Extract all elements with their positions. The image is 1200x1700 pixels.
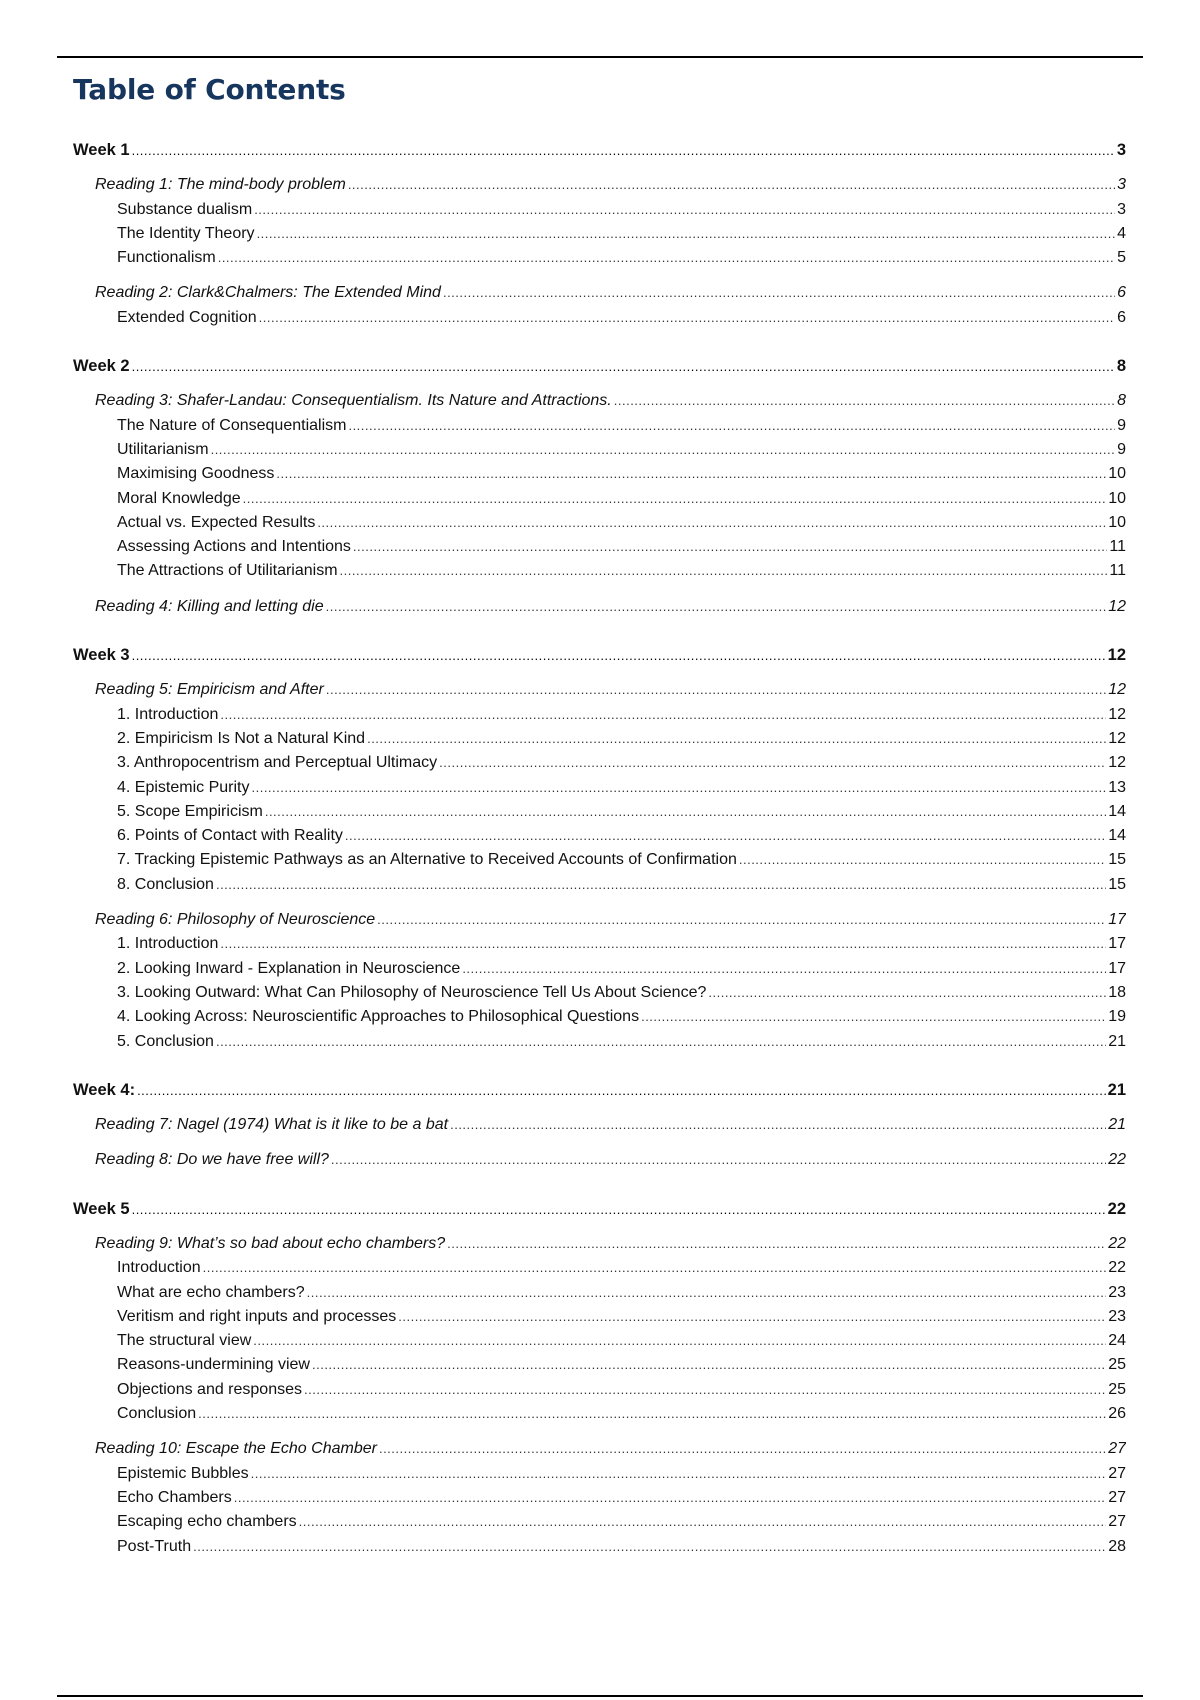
toc-reading-entry[interactable] — [73, 173, 1126, 197]
toc-section-entry-label: 5. Scope Empiricism — [117, 802, 263, 820]
toc-section-entry-label: Echo Chambers — [117, 1488, 232, 1506]
dot-leader — [317, 511, 1106, 535]
toc-week-entry-page-number: 21 — [1107, 1080, 1126, 1099]
toc-section-entry-page-number: 15 — [1108, 875, 1126, 893]
dot-leader — [203, 1256, 1107, 1280]
toc-section-entry-label: 1. Introduction — [117, 935, 219, 953]
toc-section-entry-label: Moral Knowledge — [117, 489, 241, 507]
toc-section-entry-label: 8. Conclusion — [117, 875, 214, 893]
toc-section-entry[interactable] — [73, 222, 1126, 246]
toc-section-entry-page-number: 10 — [1108, 513, 1126, 531]
toc-reading-entry[interactable] — [73, 1232, 1126, 1256]
toc-section-entry-page-number: 6 — [1117, 308, 1126, 326]
toc-section-entry[interactable] — [73, 824, 1126, 848]
dot-leader — [220, 932, 1106, 956]
dot-leader — [447, 1232, 1106, 1256]
toc-section-entry[interactable] — [73, 1281, 1126, 1305]
toc-section-entry[interactable] — [73, 1535, 1126, 1559]
toc-section-entry-label: Substance dualism — [117, 200, 253, 218]
toc-reading-entry-page-number: 21 — [1108, 1116, 1126, 1134]
toc-reading-entry-label: Reading 4: Killing and letting die — [95, 597, 324, 615]
toc-section-entry[interactable] — [73, 776, 1126, 800]
dot-leader — [216, 873, 1106, 897]
dot-leader — [259, 306, 1115, 330]
toc-reading-entry-label: Reading 8: Do we have free will? — [95, 1151, 329, 1169]
toc-section-entry[interactable] — [73, 306, 1126, 330]
toc-section-entry[interactable] — [73, 957, 1126, 981]
toc-section-entry-label: Introduction — [117, 1259, 201, 1277]
toc-week-entry-page-number: 12 — [1107, 646, 1126, 665]
toc-section-entry-page-number: 12 — [1108, 705, 1126, 723]
toc-section-entry-page-number: 13 — [1108, 778, 1126, 796]
dot-leader — [340, 559, 1108, 583]
toc-section-entry-page-number: 12 — [1108, 729, 1126, 747]
toc-section-entry[interactable] — [73, 1305, 1126, 1329]
toc-section-entry-page-number: 18 — [1108, 983, 1126, 1001]
toc-section-entry[interactable] — [73, 981, 1126, 1005]
toc-reading-entry-page-number: 6 — [1117, 284, 1126, 302]
toc-section-entry-page-number: 11 — [1109, 538, 1126, 556]
toc-section-entry[interactable] — [73, 800, 1126, 824]
toc-section-entry-label: Escaping echo chambers — [117, 1513, 297, 1531]
toc-week-entry-page-number: 22 — [1107, 1199, 1126, 1218]
toc-section-entry-label: Extended Cognition — [117, 308, 257, 326]
dot-leader — [443, 281, 1115, 305]
toc-section-entry-page-number: 25 — [1108, 1356, 1126, 1374]
dot-leader — [243, 487, 1107, 511]
dot-leader — [137, 1079, 1106, 1102]
toc-section-entry-page-number: 27 — [1108, 1513, 1126, 1531]
dot-leader — [450, 1113, 1106, 1137]
toc-section-entry-page-number: 23 — [1108, 1307, 1126, 1325]
toc-section-entry-page-number: 28 — [1108, 1537, 1126, 1555]
toc-reading-entry-label: Reading 3: Shafer-Landau: Consequentialism. Its Nature and Attractions. — [95, 392, 612, 410]
dot-leader — [614, 389, 1115, 413]
dot-leader — [304, 1378, 1106, 1402]
toc-section-entry-page-number: 5 — [1117, 249, 1126, 267]
dot-leader — [739, 848, 1106, 872]
toc-section-entry[interactable] — [73, 873, 1126, 897]
toc-reading-entry[interactable] — [73, 908, 1126, 932]
toc-section-entry[interactable] — [73, 198, 1126, 222]
toc-reading-entry-label: Reading 6: Philosophy of Neuroscience — [95, 911, 376, 929]
toc-section-entry[interactable] — [73, 1256, 1126, 1280]
toc-reading-entry[interactable] — [73, 1113, 1126, 1137]
toc-section-entry-label: 3. Looking Outward: What Can Philosophy of Neuroscience Tell Us About Science? — [117, 983, 707, 1001]
toc-section-entry-page-number: 19 — [1108, 1008, 1126, 1026]
toc-section-entry-label: The Identity Theory — [117, 224, 255, 242]
dot-leader — [276, 462, 1106, 486]
toc-section-entry-page-number: 17 — [1108, 935, 1126, 953]
toc-section-entry[interactable] — [73, 1510, 1126, 1534]
toc-section-entry-label: Post-Truth — [117, 1537, 192, 1555]
toc-reading-entry-page-number: 22 — [1108, 1234, 1126, 1252]
toc-section-entry-label: The Nature of Consequentialism — [117, 416, 347, 434]
dot-leader — [253, 1329, 1106, 1353]
dot-leader — [234, 1486, 1106, 1510]
toc-section-entry[interactable] — [73, 1329, 1126, 1353]
toc-section-entry-label: 4. Looking Across: Neuroscientific Approaches to Philosophical Questions — [117, 1008, 640, 1026]
dot-leader — [326, 678, 1106, 702]
toc-section-entry-page-number: 25 — [1108, 1380, 1126, 1398]
dot-leader — [348, 414, 1115, 438]
toc-section-entry-label: The structural view — [117, 1332, 252, 1350]
dot-leader — [132, 1198, 1106, 1221]
dot-leader — [132, 139, 1115, 162]
toc-section-entry-label: Maximising Goodness — [117, 465, 275, 483]
dot-leader — [331, 1148, 1106, 1172]
toc-section-entry-page-number: 11 — [1109, 562, 1126, 580]
dot-leader — [218, 246, 1115, 270]
toc-section-entry-page-number: 10 — [1108, 465, 1126, 483]
toc-section-entry[interactable] — [73, 414, 1126, 438]
dot-leader — [198, 1402, 1106, 1426]
toc-week-entry-label: Week 2 — [73, 357, 130, 376]
toc-week-entry[interactable] — [73, 354, 1126, 378]
dot-leader — [193, 1535, 1106, 1559]
dot-leader — [312, 1353, 1106, 1377]
toc-week-entry-label: Week 1 — [73, 141, 130, 159]
toc-reading-entry[interactable] — [73, 1437, 1126, 1461]
toc-section-entry-page-number: 3 — [1117, 200, 1126, 218]
toc-section-entry-label: Assessing Actions and Intentions — [117, 538, 351, 556]
toc-reading-entry[interactable] — [73, 678, 1126, 702]
toc-reading-entry-page-number: 12 — [1108, 681, 1126, 699]
toc-reading-entry-page-number: 3 — [1117, 176, 1126, 194]
dot-leader — [345, 824, 1106, 848]
toc-section-entry-page-number: 24 — [1108, 1332, 1126, 1350]
toc-section-entry-page-number: 14 — [1108, 802, 1126, 820]
dot-leader — [251, 1462, 1107, 1486]
dot-leader — [367, 727, 1106, 751]
dot-leader — [257, 222, 1116, 246]
toc-week-entry-label: Week 3 — [73, 646, 130, 665]
toc-section-entry[interactable] — [73, 559, 1126, 583]
toc-section-entry[interactable] — [73, 727, 1126, 751]
toc-section-entry[interactable] — [73, 848, 1126, 872]
toc-section-entry-label: 5. Conclusion — [117, 1032, 214, 1050]
toc-reading-entry[interactable] — [73, 595, 1126, 619]
toc-section-entry-label: 4. Epistemic Purity — [117, 778, 250, 796]
toc-section-entry-page-number: 4 — [1117, 224, 1126, 242]
dot-leader — [398, 1305, 1106, 1329]
toc-week-entry[interactable] — [73, 643, 1126, 667]
toc-section-entry-label: Utilitarianism — [117, 440, 209, 458]
toc-section-entry-page-number: 26 — [1108, 1405, 1126, 1423]
toc-section-entry[interactable] — [73, 1005, 1126, 1029]
toc-section-entry-label: 2. Empiricism Is Not a Natural Kind — [117, 729, 366, 747]
dot-leader — [220, 703, 1106, 727]
toc-section-entry[interactable] — [73, 1353, 1126, 1377]
toc-section-entry-page-number: 27 — [1108, 1464, 1126, 1482]
toc-section-entry[interactable] — [73, 1378, 1126, 1402]
bottom-rule — [57, 1695, 1143, 1697]
toc-reading-entry-page-number: 8 — [1117, 392, 1126, 410]
dot-leader — [132, 355, 1115, 378]
toc-section-entry[interactable] — [73, 535, 1126, 559]
toc-section-entry-label: Actual vs. Expected Results — [117, 513, 316, 531]
toc-section-entry[interactable] — [73, 511, 1126, 535]
dot-leader — [377, 908, 1106, 932]
toc-section-entry-label: What are echo chambers? — [117, 1283, 305, 1301]
toc-section-entry-label: Epistemic Bubbles — [117, 1464, 249, 1482]
toc-section-entry-page-number: 23 — [1108, 1283, 1126, 1301]
toc-section-entry-page-number: 10 — [1108, 489, 1126, 507]
toc-week-entry-label: Week 5 — [73, 1199, 130, 1218]
toc-week-entry[interactable] — [73, 1078, 1126, 1102]
top-rule — [57, 56, 1143, 58]
toc-section-entry-label: 2. Looking Inward - Explanation in Neuroscience — [117, 959, 461, 977]
toc-section-entry-label: Objections and responses — [117, 1380, 302, 1398]
toc-section-entry[interactable] — [73, 703, 1126, 727]
dot-leader — [251, 776, 1106, 800]
dot-leader — [379, 1437, 1106, 1461]
toc-week-entry[interactable] — [73, 138, 1126, 162]
toc-section-entry-page-number: 9 — [1117, 440, 1126, 458]
toc-reading-entry-label: Reading 9: What’s so bad about echo chambers? — [95, 1234, 446, 1252]
dot-leader — [254, 198, 1115, 222]
toc-section-entry[interactable] — [73, 1462, 1126, 1486]
dot-leader — [462, 957, 1106, 981]
toc-reading-entry[interactable] — [73, 1148, 1126, 1172]
toc-section-entry[interactable] — [73, 438, 1126, 462]
dot-leader — [641, 1005, 1106, 1029]
toc-section-entry[interactable] — [73, 462, 1126, 486]
toc-section-entry-label: 7. Tracking Epistemic Pathways as an Alternative to Received Accounts of Confirmation — [117, 851, 737, 869]
toc-section-entry-label: 6. Points of Contact with Reality — [117, 827, 343, 845]
toc-reading-entry[interactable] — [73, 281, 1126, 305]
toc-reading-entry[interactable] — [73, 389, 1126, 413]
toc-section-entry-page-number: 17 — [1108, 959, 1126, 977]
dot-leader — [708, 981, 1106, 1005]
toc-section-entry-page-number: 9 — [1117, 416, 1126, 434]
toc-week-entry-label: Week 4: — [73, 1080, 136, 1099]
toc-reading-entry-page-number: 12 — [1108, 597, 1126, 615]
toc-week-entry-page-number: 8 — [1116, 357, 1126, 376]
toc-section-entry-label: Veritism and right inputs and processes — [117, 1307, 397, 1325]
toc-section-entry-label: Conclusion — [117, 1405, 197, 1423]
toc-section-entry-label: 1. Introduction — [117, 705, 219, 723]
toc-section-entry-label: Functionalism — [117, 249, 216, 267]
dot-leader — [353, 535, 1107, 559]
page-title: Table of Contents — [73, 73, 346, 106]
toc-section-entry-page-number: 14 — [1108, 827, 1126, 845]
toc-week-entry[interactable] — [73, 1197, 1126, 1221]
dot-leader — [132, 644, 1106, 667]
toc-section-entry-page-number: 21 — [1108, 1032, 1126, 1050]
toc-reading-entry-page-number: 17 — [1108, 911, 1126, 929]
dot-leader — [265, 800, 1106, 824]
toc-section-entry-label: The Attractions of Utilitarianism — [117, 562, 338, 580]
toc-reading-entry-page-number: 27 — [1108, 1440, 1126, 1458]
toc-week-entry-page-number: 3 — [1116, 141, 1126, 159]
toc-section-entry[interactable] — [73, 751, 1126, 775]
toc-reading-entry-label: Reading 5: Empiricism and After — [95, 681, 324, 699]
toc-section-entry[interactable] — [73, 246, 1126, 270]
toc-section-entry-page-number: 22 — [1108, 1259, 1126, 1277]
dot-leader — [216, 1030, 1106, 1054]
toc-section-entry[interactable] — [73, 1486, 1126, 1510]
dot-leader — [348, 173, 1115, 197]
dot-leader — [299, 1510, 1107, 1534]
toc-reading-entry-label: Reading 10: Escape the Echo Chamber — [95, 1440, 377, 1458]
toc-section-entry[interactable] — [73, 1030, 1126, 1054]
toc-reading-entry-label: Reading 2: Clark&Chalmers: The Extended Mind — [95, 284, 441, 302]
toc-section-entry-page-number: 27 — [1108, 1488, 1126, 1506]
toc-section-entry-label: 3. Anthropocentrism and Perceptual Ultimacy — [117, 754, 438, 772]
toc-reading-entry-label: Reading 7: Nagel (1974) What is it like to be a bat — [95, 1116, 449, 1134]
toc-section-entry[interactable] — [73, 932, 1126, 956]
toc-reading-entry-page-number: 22 — [1108, 1151, 1126, 1169]
dot-leader — [211, 438, 1116, 462]
toc-section-entry-page-number: 15 — [1108, 851, 1126, 869]
toc-section-entry-label: Reasons-undermining view — [117, 1356, 310, 1374]
dot-leader — [326, 595, 1107, 619]
toc-section-entry-page-number: 12 — [1108, 754, 1126, 772]
toc-reading-entry-label: Reading 1: The mind-body problem — [95, 176, 346, 194]
dot-leader — [307, 1281, 1107, 1305]
toc-section-entry[interactable] — [73, 1402, 1126, 1426]
table-of-contents — [73, 138, 1126, 1559]
dot-leader — [439, 751, 1106, 775]
toc-section-entry[interactable] — [73, 487, 1126, 511]
